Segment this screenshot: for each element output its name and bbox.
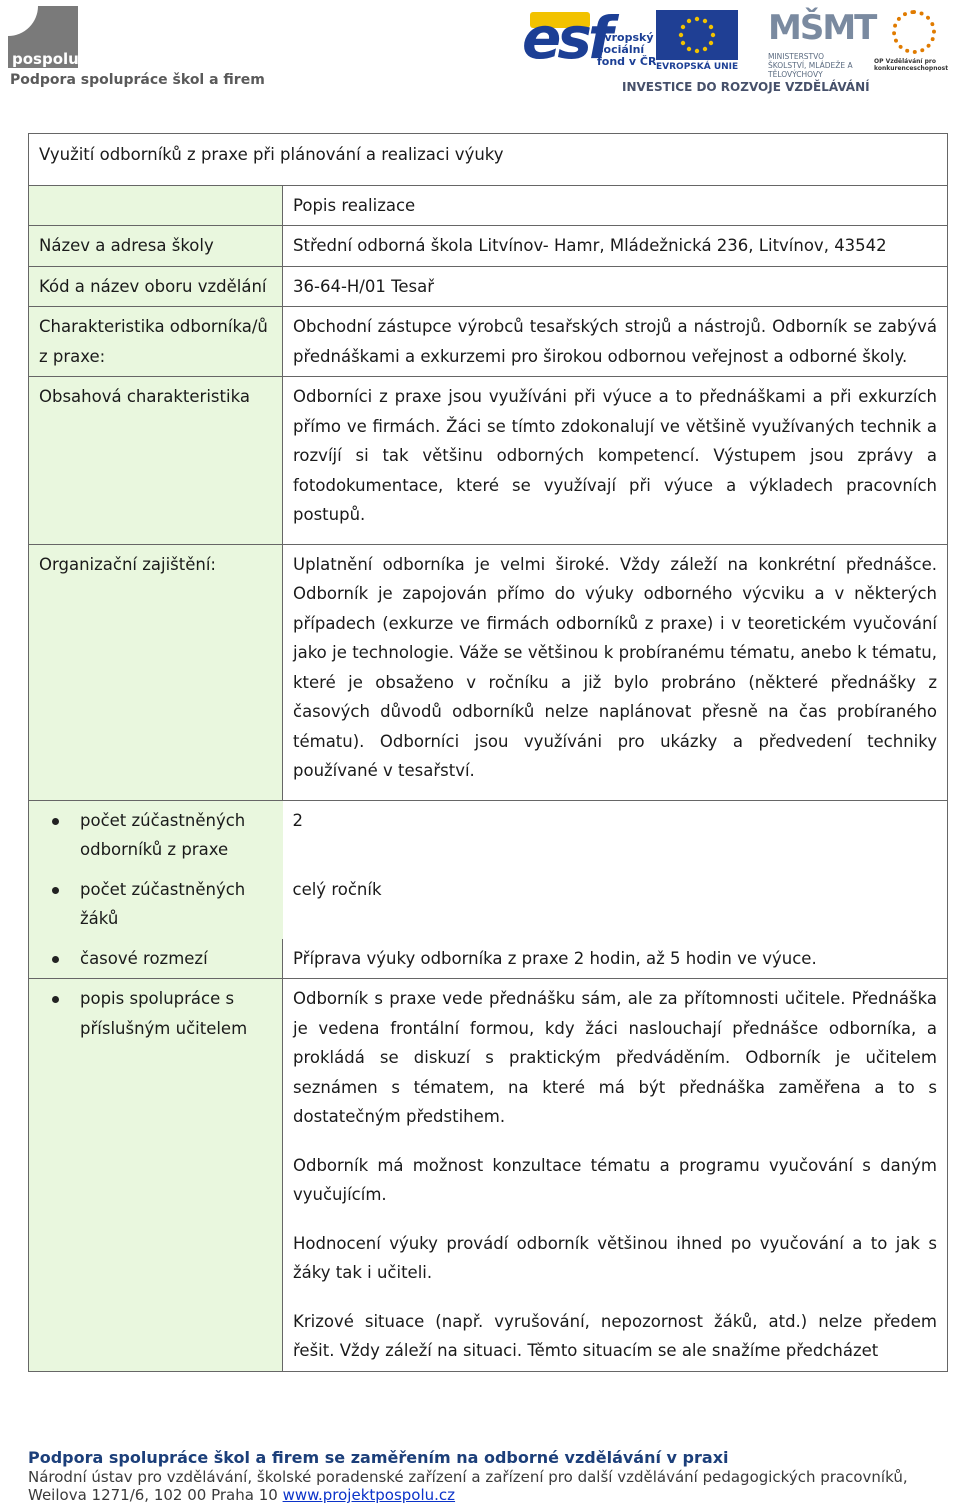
footer-address-line — [28, 1486, 948, 1504]
popis-header: Popis realizace — [293, 195, 416, 215]
value-pocet-zaku: celý ročník — [292, 879, 382, 899]
popis-header-cell — [283, 185, 948, 226]
eu-label: EVROPSKÁ UNIE — [656, 62, 739, 72]
row-spoluprace — [29, 979, 948, 1372]
popis-header-row — [29, 185, 948, 226]
value-organizacni: Uplatnění odborníka je velmi široké. Vždy záleží na konkrétní přednášce. Odborník je zapojován přímo do výuky odborného výcviku a v některých případech (exkurze ve firmách odborníků z praxe) i v teoretickém vyučování jako je technologie. Váže se většinou k probíranému tématu, anebo k tématu, které je obsaženo v ročníku a již bylo probráno (některé přednášky z časových důvodů odborníků nelze naplánovat přesně na čas probíraného tématu). Odborníci jsou využíváni pro ukázky a předvedení techniky používané v tesařství. — [293, 554, 937, 780]
page-footer — [28, 1448, 948, 1504]
label-charakteristika: Charakteristika odborníka/ů z praxe: — [39, 317, 268, 366]
page-header — [0, 0, 960, 100]
pospolu-logo — [8, 6, 78, 68]
realization-table — [28, 133, 948, 1372]
msmt-logo: MŠMT — [768, 8, 876, 48]
value-obor: 36-64-H/01 Tesař — [293, 276, 435, 296]
value-obsahova: Odborníci z praxe jsou využíváni při výuce a to přednáškami a při exkurzích přímo ve firmách. Žáci se tímto zdokonalují ve většině využívaných technik a rozvíjí si tak většinu odborných kompetencí. Výstupem jsou zprávy a fotodokumentace, které se využívají při výuce a výkladech pracovních postupů. — [293, 387, 937, 524]
spoluprace-paragraph: Odborník s praxe vede přednášku sám, ale za přítomnosti učitele. Přednáška je vedena frontální formou, kdy žáci naslouchají přednášce odborníka, a prokládá se diskuzí s praktickým předváděním. Odborník je učitelem seznámen s tématem, na které má být přednáška zaměřena a to s dostatečným předstihem. — [293, 989, 937, 1126]
label-skola: Název a adresa školy — [39, 236, 214, 255]
spoluprace-paragraph: Krizové situace (např. vyrušování, nepozornost žáků, atd.) nelze předem řešit. Vždy záleží na situaci. Těmto situacím se ale snažíme předcházet — [293, 1311, 937, 1360]
esf-logo-text: esf — [522, 4, 610, 72]
label-pocet-zaku: počet zúčastněných žáků — [39, 875, 273, 934]
value-charakteristika: Obchodní zástupce výrobců tesařských strojů a nástrojů. Odborník se zabývá přednáškami a exkurzemi pro širokou odbornou veřejnost a odborné školy. — [293, 317, 937, 366]
value-spoluprace — [283, 979, 948, 1372]
esf-logo-caption: evropský sociální fond v ČR — [597, 31, 657, 68]
eu-flag-icon — [656, 10, 738, 60]
row-pocet-odborniku — [29, 800, 948, 870]
popis-header-label-cell — [29, 185, 283, 226]
pospolu-subtitle: Podpora spolupráce škol a firem — [10, 72, 265, 88]
spoluprace-paragraph: Hodnocení výuky provádí odborník většinou ihned po vyučování a to jak s žáky tak i učiteli. — [293, 1233, 937, 1282]
op-label: OP Vzdělávání pro konkurenceschopnost — [874, 58, 949, 72]
footer-institution: Národní ústav pro vzdělávání, školské poradenské zařízení a zařízení pro další vzdělávání pedagogických pracovníků, — [28, 1468, 908, 1486]
row-casove — [29, 939, 948, 979]
value-pocet-odborniku: 2 — [292, 810, 303, 830]
footer-project-link[interactable]: www.projektpospolu.cz — [282, 1486, 456, 1504]
title-row — [29, 134, 948, 186]
row-charakteristika — [29, 307, 948, 377]
label-organizacni: Organizační zajištění: — [39, 554, 216, 574]
esf-logo — [522, 4, 657, 74]
spoluprace-paragraph: Odborník má možnost konzultace tématu a programu vyučování s daným vyučujícím. — [293, 1155, 937, 1204]
row-obsahova — [29, 377, 948, 545]
footer-address: Weilova 1271/6, 102 00 Praha 10 — [28, 1486, 278, 1504]
value-casove: Příprava výuky odborníka z praxe 2 hodin, až 5 hodin ve výuce. — [293, 948, 817, 968]
invest-label: INVESTICE DO ROZVOJE VZDĚLÁVÁNÍ — [622, 80, 870, 94]
row-pocet-zaku — [29, 870, 948, 939]
row-obor — [29, 266, 948, 307]
label-casove: časové rozmezí — [39, 944, 272, 974]
label-spoluprace: popis spolupráce s příslušným učitelem — [39, 984, 272, 1043]
document-title: Využití odborníků z praxe při plánování a realizaci výuky — [39, 145, 504, 164]
value-skola: Střední odborná škola Litvínov- Hamr, Mládežnická 236, Litvínov, 43542 — [293, 236, 887, 255]
msmt-label: MINISTERSTVO ŠKOLSTVÍ, MLÁDEŽE A TĚLOVÝCHOVY — [768, 52, 853, 79]
pospolu-logo-word: pospolu — [12, 50, 79, 68]
label-obsahova: Obsahová charakteristika — [39, 387, 250, 406]
footer-project-title: Podpora spolupráce škol a firem se zaměřením na odborné vzdělávání v praxi — [28, 1448, 729, 1467]
label-obor: Kód a název oboru vzdělání — [39, 276, 267, 296]
row-organizacni — [29, 544, 948, 800]
row-skola — [29, 226, 948, 267]
label-pocet-odborniku: počet zúčastněných odborníků z praxe — [39, 806, 273, 865]
